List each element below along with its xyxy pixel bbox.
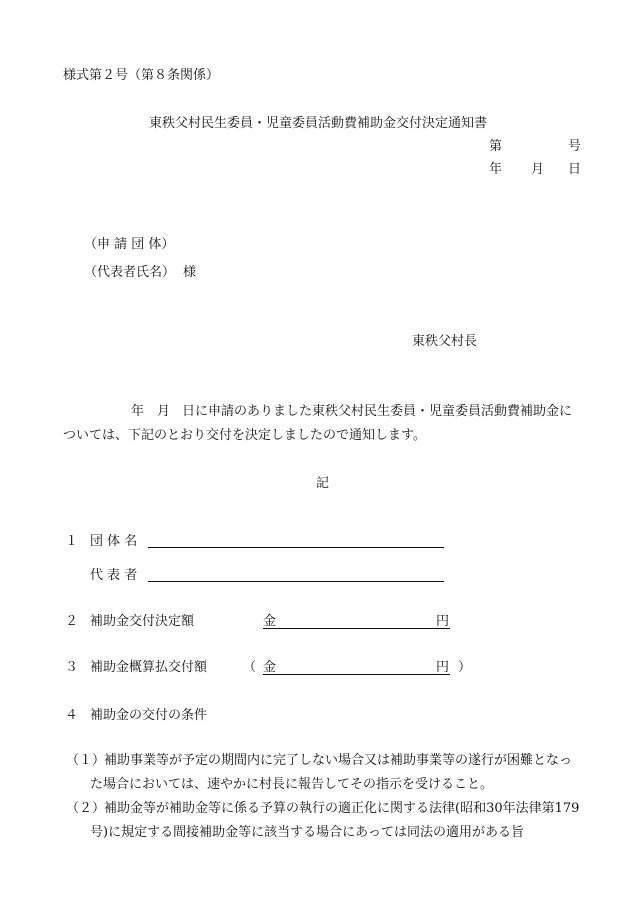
item3-label: 補助金概算払交付額	[90, 660, 208, 675]
recipient-org-label: （申 請 団 体）	[84, 237, 175, 252]
item2-kin: 金	[263, 614, 277, 629]
document-title: 東秩父村民生委員・児童委員活動費補助金交付決定通知書	[149, 116, 488, 131]
doc-number-suffix: 号	[568, 139, 582, 154]
item3-open-paren: （	[243, 660, 257, 675]
item3-kin: 金	[263, 660, 277, 675]
form-number-label: 様式第２号（第８条関係）	[63, 68, 220, 83]
body-line2: ついては、下記のとおり交付を決定しましたので通知します。	[63, 428, 426, 443]
ki-heading: 記	[316, 476, 330, 491]
sender-name: 東秩父村長	[412, 334, 478, 349]
item1-blank-line	[148, 547, 444, 548]
item3-amount-underline	[263, 674, 450, 675]
body-line1: 日に申請のありました東秩父村民生委員・児童委員活動費補助金に	[182, 404, 573, 419]
item3-yen: 円	[436, 660, 450, 675]
date-month: 月	[531, 162, 545, 177]
item1-rep-blank-line	[148, 581, 444, 582]
item2-number: ２	[65, 614, 79, 629]
recipient-rep-label: （代表者氏名）	[84, 265, 176, 280]
condition2-line1: 補助金等が補助金等に係る予算の執行の適正化に関する法律(昭和30年法律第179	[104, 801, 580, 816]
condition1-number: （１）	[66, 753, 106, 768]
body-year: 年	[131, 404, 145, 419]
item2-yen: 円	[436, 614, 450, 629]
condition1-line2: た場合においては、速やかに村長に報告してその指示を受けること。	[90, 777, 494, 792]
item1-label: 団 体 名	[90, 534, 138, 549]
date-day: 日	[568, 162, 582, 177]
condition1-line1: 補助事業等が予定の期間内に完了しない場合又は補助事業等の遂行が困難となっ	[104, 753, 573, 768]
item3-number: ３	[65, 660, 79, 675]
body-month: 月	[157, 404, 171, 419]
condition2-line2: 号)に規定する間接補助金等に該当する場合にあっては同法の適用がある旨	[90, 825, 524, 840]
item1-number: １	[65, 534, 79, 549]
item2-amount-underline	[263, 628, 450, 629]
item2-label: 補助金交付決定額	[90, 614, 195, 629]
date-year: 年	[489, 162, 503, 177]
item1-rep-label: 代 表 者	[90, 568, 138, 583]
item3-close-paren: ）	[458, 660, 472, 675]
item4-label: 補助金の交付の条件	[90, 708, 208, 723]
recipient-honorific: 様	[183, 265, 197, 280]
doc-number-prefix: 第	[489, 139, 503, 154]
condition2-number: （２）	[66, 801, 106, 816]
item4-number: ４	[65, 708, 79, 723]
